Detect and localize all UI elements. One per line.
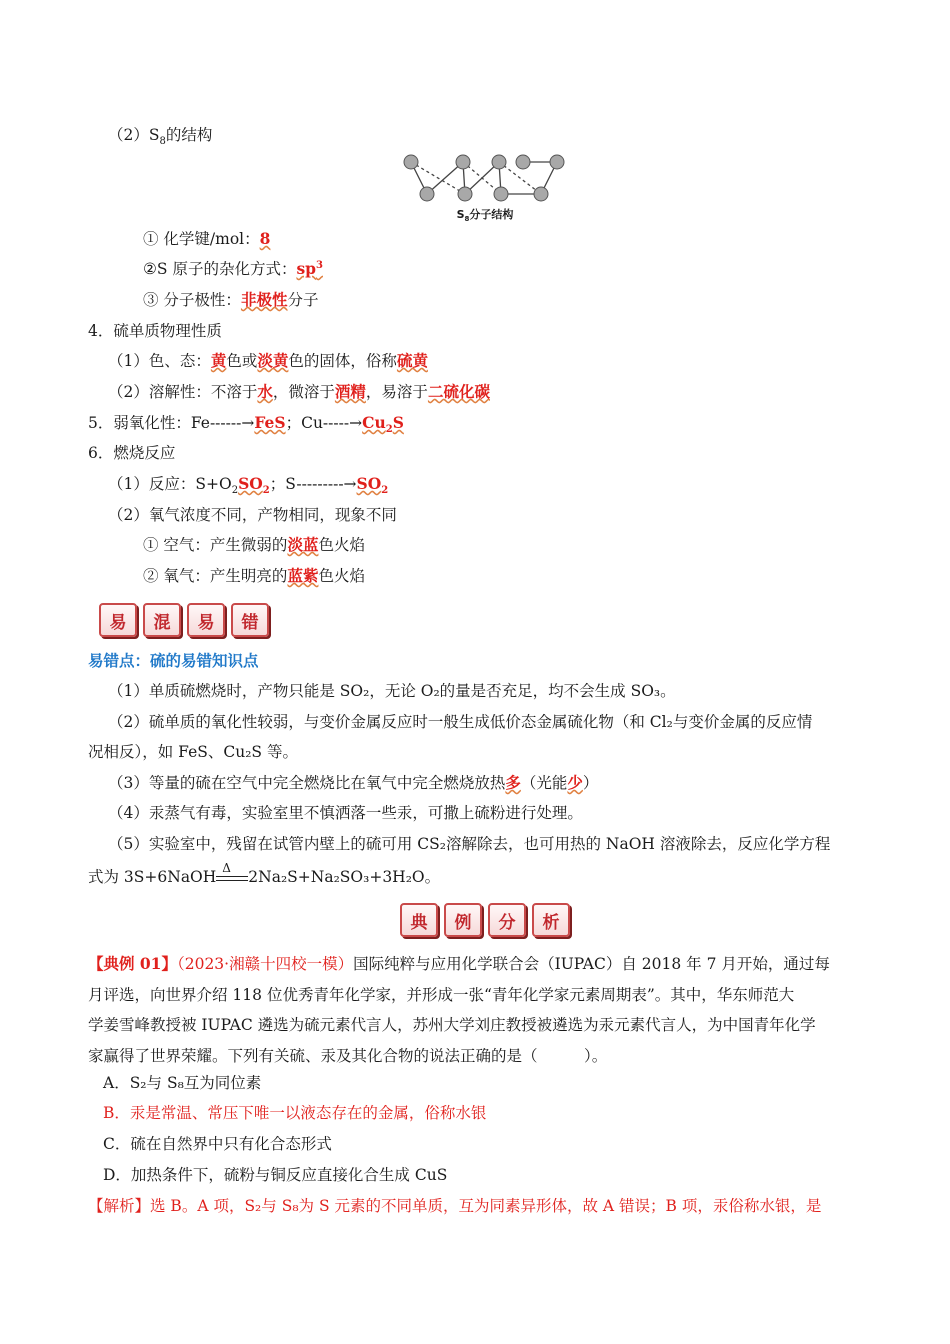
banner-tile: 分 — [488, 903, 526, 937]
option-d: D．加热条件下，硫粉与铜反应直接化合生成 CuS — [103, 1166, 448, 1184]
combustion-oxygen-line: （2）氧气浓度不同，产物相同，现象不同 — [108, 506, 397, 524]
heating-condition-icon: Δ — [216, 866, 248, 888]
combustion-reaction-line: （1）反应：$S+O_2SO_2$；$S---------\to SO_2$ — [108, 474, 389, 497]
error-item-5b: 式为 3S+6NaOH Δ 2Na₂S+Na₂SO₃+3H₂O。 — [88, 861, 441, 886]
banner-tile: 典 — [400, 903, 438, 937]
option-b: B．汞是常温、常压下唯一以液态存在的金属，俗称水银 — [103, 1104, 487, 1122]
banner-example-analysis — [400, 903, 570, 937]
error-item-2a: （2）硫单质的氧化性较弱，与变价金属反应时一般生成低价态金属硫化物（和 Cl₂与变价金属的反应情 — [108, 713, 813, 731]
banner-tile: 易 — [99, 603, 137, 637]
example-tag: 【典例 01】 — [88, 954, 177, 973]
example-question-line-3: 学姜雪峰教授被 IUPAC 遴选为硫元素代言人，苏州大学刘庄教授被遴选为汞元素代言人，为中国青年化学 — [88, 1016, 816, 1034]
error-item-4: （4）汞蒸气有毒，实验室里不慎洒落一些汞，可撒上硫粉进行处理。 — [108, 804, 583, 822]
s8-bond-line: ① 化学键/mol：8 — [143, 229, 271, 248]
s8-caption: $S_8$分子结构 — [456, 208, 514, 224]
combustion-oxy-line: ② 氧气：产生明亮的蓝紫色火焰 — [143, 566, 365, 585]
banner-tile: 析 — [532, 903, 570, 937]
example-question-line-2: 月评选，向世界介绍 118 位优秀青年化学家，并形成一张“青年化学家元素周期表”。其中，华东师范大 — [88, 986, 795, 1004]
s8-heading: $(2)S_8$的结构 — [108, 126, 213, 148]
error-item-1: （1）单质硫燃烧时，产物只能是 SO₂，无论 O₂的量是否充足，均不会生成 SO₃。 — [108, 682, 676, 700]
banner-easy-mistake — [99, 603, 269, 637]
s8-hybrid-line: ②S 原子的杂化方式：$sp^3$ — [143, 259, 323, 278]
combustion-title: 6．燃烧反应 — [88, 444, 176, 462]
error-item-3: （3）等量的硫在空气中完全燃烧比在氧气中完全燃烧放热多（光能少） — [108, 773, 599, 792]
s8-molecule-icon — [395, 148, 575, 204]
banner-tile: 易 — [187, 603, 225, 637]
error-item-5a: （5）实验室中，残留在试管内壁上的硫可用 CS₂溶解除去，也可用热的 NaOH 溶液除去，反应化学方程 — [108, 835, 831, 853]
error-item-2b: 况相反），如 FeS、Cu₂S 等。 — [88, 743, 298, 761]
option-c: C．硫在自然界中只有化合态形式 — [103, 1135, 332, 1153]
banner-tile: 错 — [231, 603, 269, 637]
s8-structure-diagram — [395, 148, 575, 224]
banner-tile: 例 — [444, 903, 482, 937]
example-source: （2023·湘赣十四校一模） — [176, 955, 354, 973]
oxidation-line: 5．弱氧化性：Fe------→FeS；$Cu-----\to Cu_2S$ — [88, 413, 404, 436]
option-a: A．S₂与 S₈互为同位素 — [103, 1074, 262, 1092]
physical-color-line: （1）色、态：黄色或淡黄色的固体，俗称硫黄 — [108, 351, 428, 370]
physical-solubility-line: （2）溶解性：不溶于水，微溶于酒精，易溶于二硫化碳 — [108, 382, 490, 401]
s8-polarity-line: ③ 分子极性：非极性分子 — [143, 290, 319, 309]
errors-title: 易错点：硫的易错知识点 — [88, 651, 259, 670]
physical-title: 4．硫单质物理性质 — [88, 322, 222, 340]
banner-tile: 混 — [143, 603, 181, 637]
example-question-line-1: 【典例 01】（2023·湘赣十四校一模）国际纯粹与应用化学联合会（IUPAC）自 2018 年 7 月开始，通过每 — [88, 954, 830, 973]
analysis-line: 【解析】选 B。A 项，S₂与 S₈为 S 元素的不同单质，互为同素异形体，故 A 错误；B 项，汞俗称水银，是 — [88, 1197, 822, 1215]
example-question-line-4: 家赢得了世界荣耀。下列有关硫、汞及其化合物的说法正确的是（ ）。 — [88, 1047, 608, 1065]
combustion-air-line: ① 空气：产生微弱的淡蓝色火焰 — [143, 535, 365, 554]
